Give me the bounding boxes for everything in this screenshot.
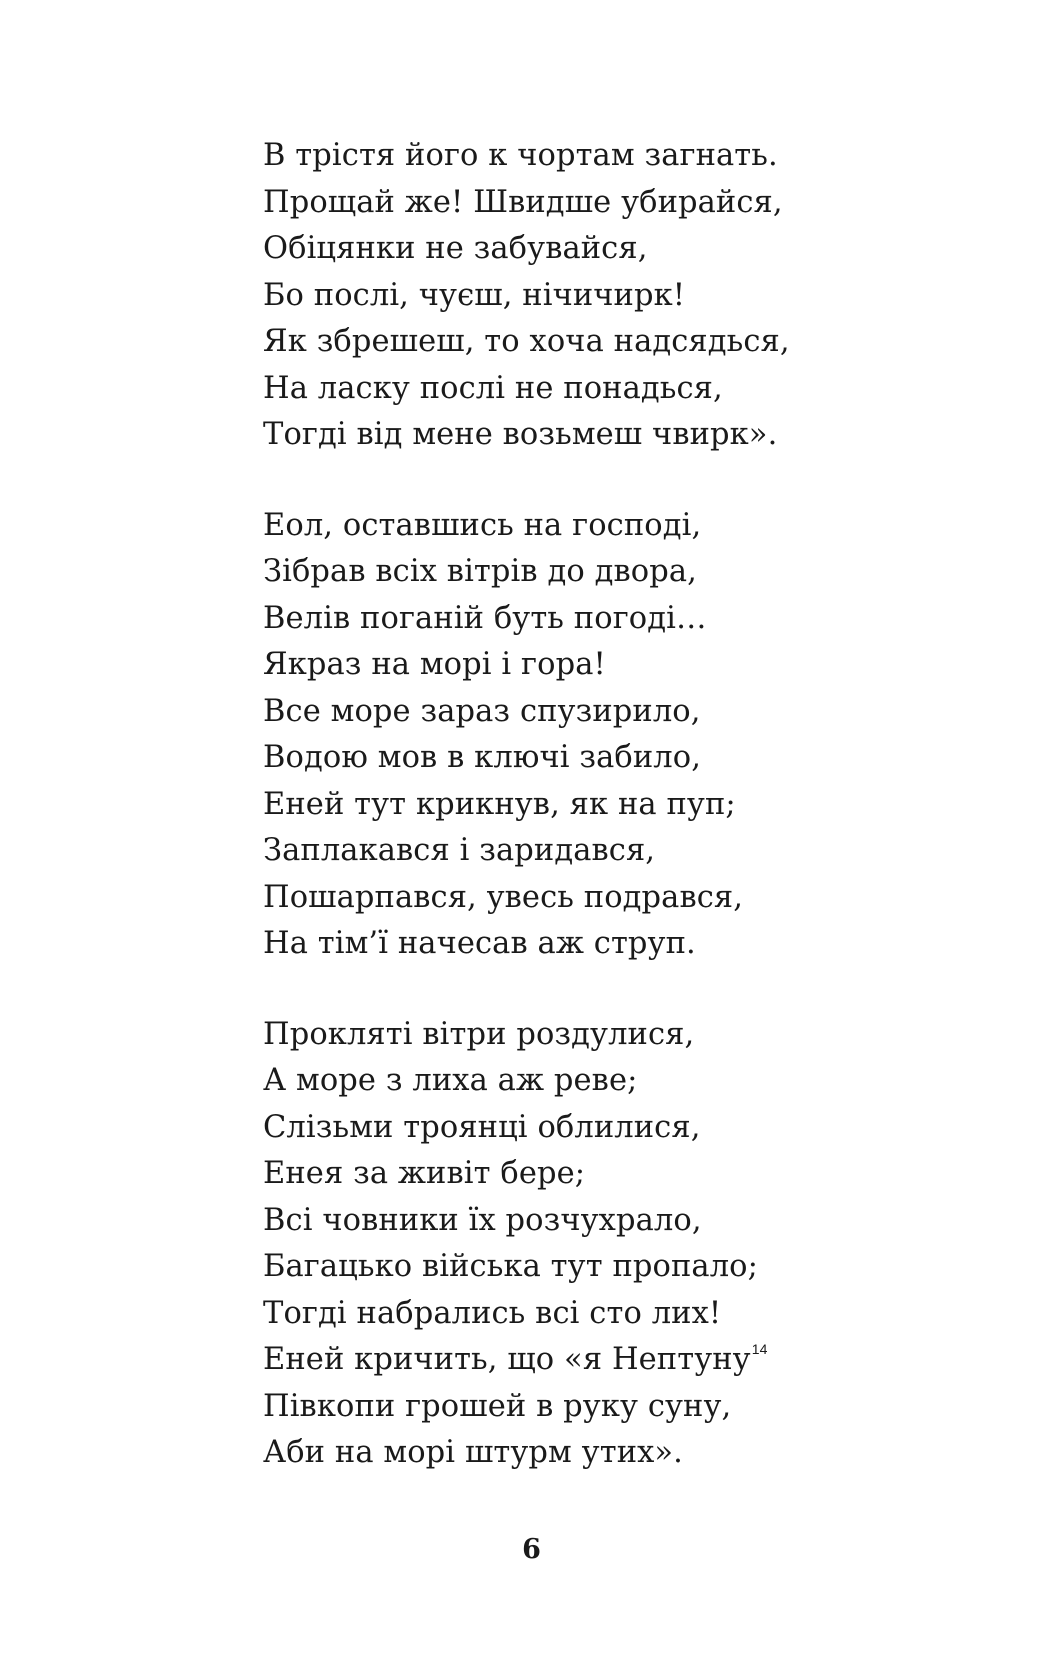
verse-line: Зібрав всіх вітрів до двора,	[263, 554, 697, 589]
verse-line: Заплакався і заридався,	[263, 833, 656, 868]
page-number: 6	[522, 1534, 541, 1565]
verse-line: Слізьми троянці облилися,	[263, 1109, 701, 1145]
stanza-1	[263, 133, 1023, 459]
verse-line: Енея за живіт бере;	[263, 1156, 586, 1191]
verse-line: В трістя його к чортам загнать.	[263, 138, 778, 173]
verse-line: Бо послі, чуєш, нічичирк!	[263, 277, 686, 313]
verse-line: Аби на морі штурм утих».	[263, 1435, 683, 1470]
verse-line: Еол, оставшись на господі,	[263, 507, 702, 543]
verse-line: На тім’ї начесав аж струп.	[263, 926, 696, 961]
verse-line: Всі човники їх розчухрало,	[263, 1202, 702, 1238]
footnote-reference[interactable]: 14	[751, 1341, 768, 1357]
verse-line: Еней тут крикнув, як на пуп;	[263, 786, 736, 822]
verse-line: Багацько війська тут пропало;	[263, 1249, 759, 1284]
verse-line: Як збрешеш, то хоча надсядься,	[263, 324, 790, 359]
verse-text: Еней кричить, що «я Нептуну	[263, 1342, 751, 1377]
verse-line: Водою мов в ключі забило,	[263, 740, 702, 775]
verse-line: На ласку послі не понадься,	[263, 370, 723, 406]
verse-line: Все море зараз спузирило,	[263, 693, 701, 729]
verse-line: Обіцянки не забувайся,	[263, 231, 648, 266]
verse-line-with-footnote	[263, 1337, 1023, 1384]
verse-line: Тогді набрались всі сто лих!	[263, 1295, 722, 1331]
verse-line: Прокляті вітри роздулися,	[263, 1016, 695, 1052]
stanza-3	[263, 1012, 1023, 1477]
poem-text	[263, 133, 1023, 1521]
verse-line: Пошарпався, увесь подрався,	[263, 879, 744, 915]
verse-line: Велів поганій буть погоді…	[263, 600, 707, 636]
verse-line: Півкопи грошей в руку суну,	[263, 1388, 732, 1424]
verse-line: Прощай же! Швидше убирайся,	[263, 184, 783, 220]
verse-line: Тогді від мене возьмеш чвирк».	[263, 417, 778, 452]
verse-line: А море з лиха аж реве;	[263, 1063, 638, 1098]
verse-line: Якраз на морі і гора!	[263, 647, 606, 682]
stanza-2	[263, 503, 1023, 968]
